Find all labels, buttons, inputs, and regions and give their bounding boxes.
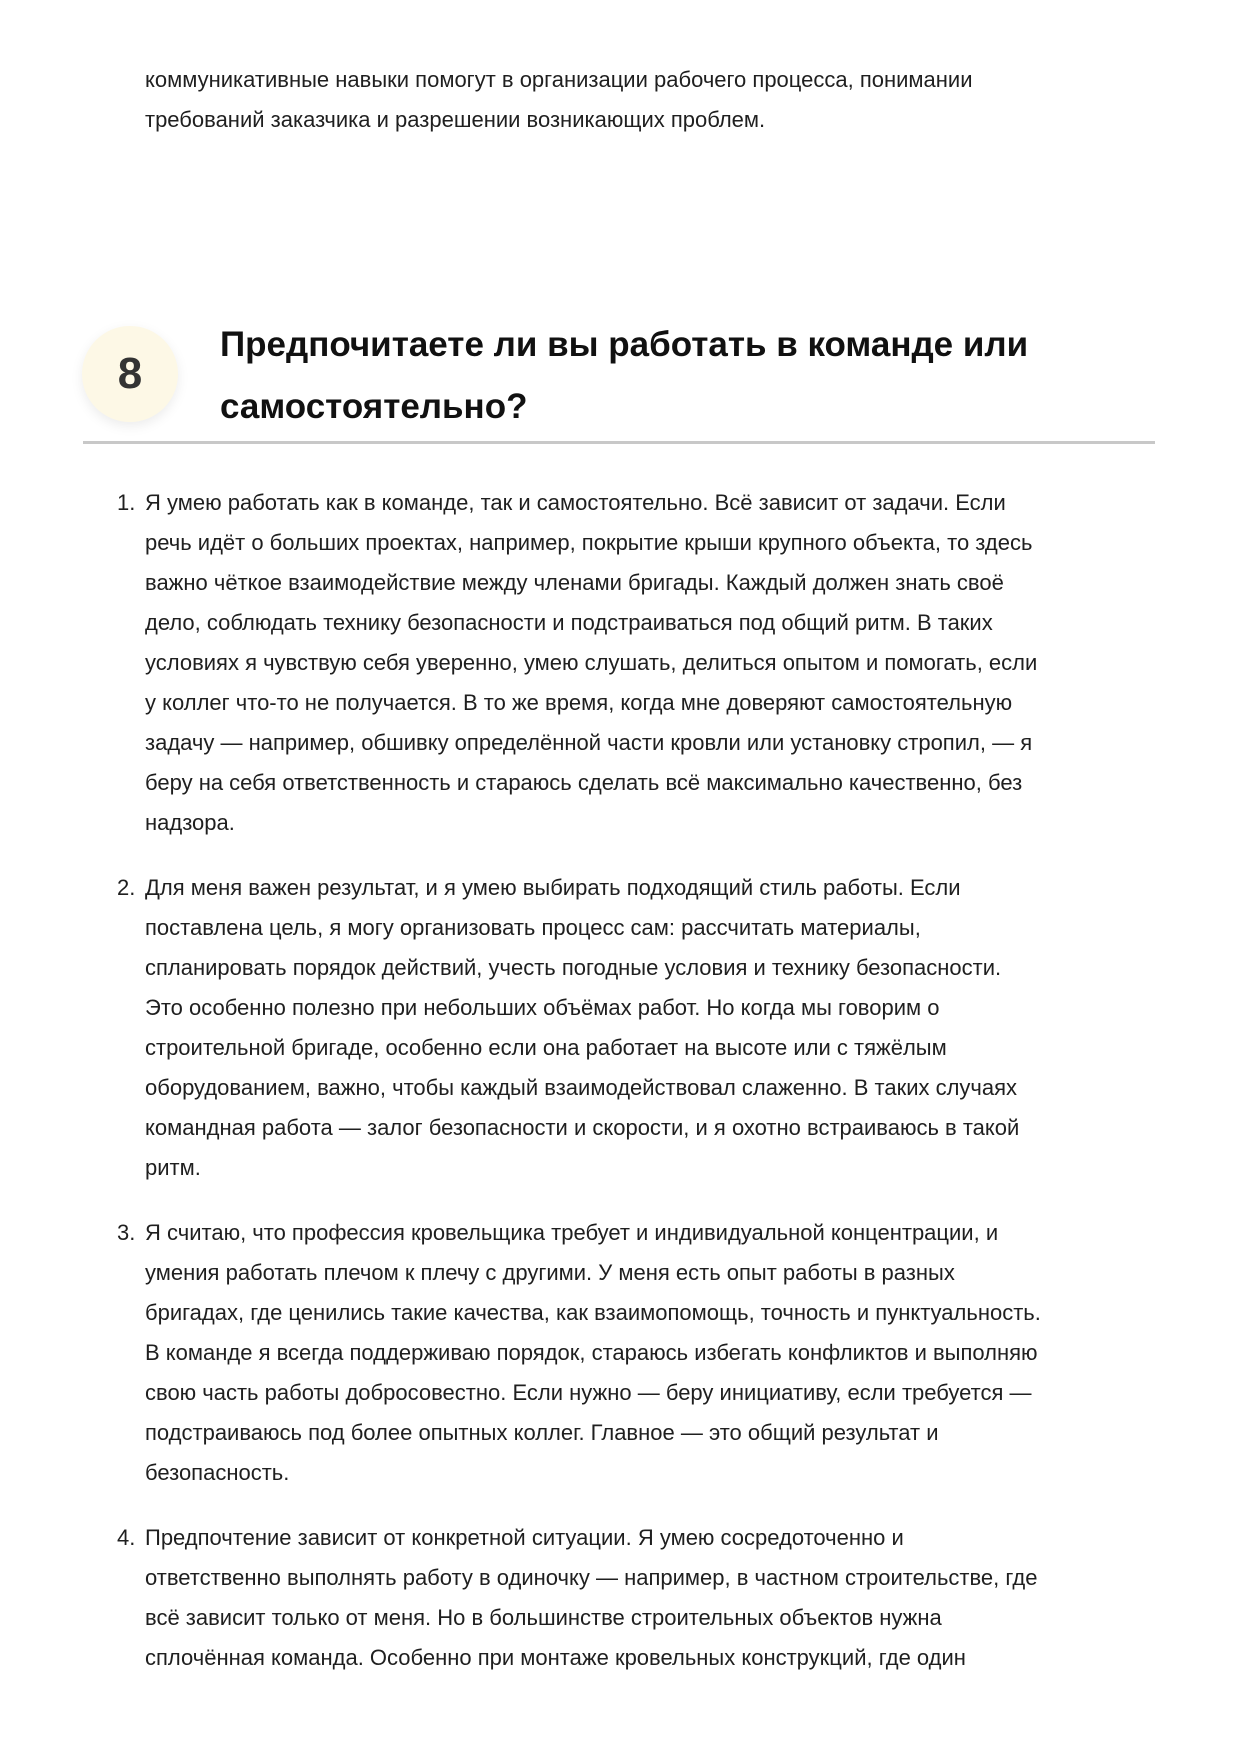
text-line: Я считаю, что профессия кровельщика требует и индивидуальной концентрации, и [145,1220,999,1245]
text-line: Предпочтение зависит от конкретной ситуации. Я умею сосредоточенно и [145,1525,904,1550]
answer-number: 3. [117,1220,136,1245]
answer-item [117,1518,1041,1678]
text-line: важно чёткое взаимодействие между членами бригады. Каждый должен знать своё [145,570,1004,595]
answer-number: 2. [117,875,136,900]
text-line: требований заказчика и разрешении возникающих проблем. [145,107,766,132]
text-line: ответственно выполнять работу в одиночку — например, в частном строительстве, где [145,1565,1038,1590]
text-line: свою часть работы добросовестно. Если нужно — беру инициативу, если требуется — [145,1380,1032,1405]
text-line: условиях я чувствую себя уверенно, умею слушать, делиться опытом и помогать, если [145,650,1038,675]
text-line: сплочённая команда. Особенно при монтаже кровельных конструкций, где один [145,1645,966,1670]
text-line: командная работа — залог безопасности и скорости, и я охотно встраиваюсь в такой [145,1115,1020,1140]
text-line: спланировать порядок действий, учесть погодные условия и технику безопасности. [145,955,1002,980]
text-line: всё зависит только от меня. Но в большинстве строительных объектов нужна [145,1605,942,1630]
text-line: умения работать плечом к плечу с другими. У меня есть опыт работы в разных [145,1260,955,1285]
text-line: бригадах, где ценились такие качества, как взаимопомощь, точность и пунктуальность. [145,1300,1041,1325]
text-line: поставлена цель, я могу организовать процесс сам: рассчитать материалы, [145,915,921,940]
answer-number: 1. [117,490,136,515]
section-title [220,314,1028,438]
text-line: задачу — например, обшивку определённой части кровли или установку стропил, — я [145,730,1033,755]
answer-item [117,868,1041,1188]
text-line: Предпочитаете ли вы работать в команде или [220,325,1029,364]
text-line: строительной бригаде, особенно если она работает на высоте или с тяжёлым [145,1035,947,1060]
text-line: оборудованием, важно, чтобы каждый взаимодействовал слаженно. В таких случаях [145,1075,1018,1100]
answer-number: 4. [117,1525,136,1550]
text-line: В команде я всегда поддерживаю порядок, стараюсь избегать конфликтов и выполняю [145,1340,1038,1365]
section-number-badge: 8 [82,326,178,422]
text-line: речь идёт о больших проектах, например, покрытие крыши крупного объекта, то здесь [145,530,1033,555]
text-line: ритм. [145,1155,201,1180]
text-line: безопасность. [145,1460,290,1485]
text-line: самостоятельно? [220,387,528,426]
text-line: дело, соблюдать технику безопасности и подстраиваться под общий ритм. В таких [145,610,993,635]
text-line: беру на себя ответственность и стараюсь сделать всё максимально качественно, без [145,770,1023,795]
text-line: коммуникативные навыки помогут в организации рабочего процесса, понимании [145,67,973,92]
text-line: надзора. [145,810,235,835]
answer-list [117,483,1041,1703]
text-line: подстраиваюсь под более опытных коллег. Главное — это общий результат и [145,1420,939,1445]
text-line: Это особенно полезно при небольших объёмах работ. Но когда мы говорим о [145,995,940,1020]
text-line: у коллег что-то не получается. В то же время, когда мне доверяют самостоятельную [145,690,1013,715]
answer-item [117,483,1041,843]
intro-paragraph [145,60,973,140]
text-line: Я умею работать как в команде, так и самостоятельно. Всё зависит от задачи. Если [145,490,1006,515]
divider [83,441,1155,444]
answer-item [117,1213,1041,1493]
text-line: Для меня важен результат, и я умею выбирать подходящий стиль работы. Если [145,875,961,900]
